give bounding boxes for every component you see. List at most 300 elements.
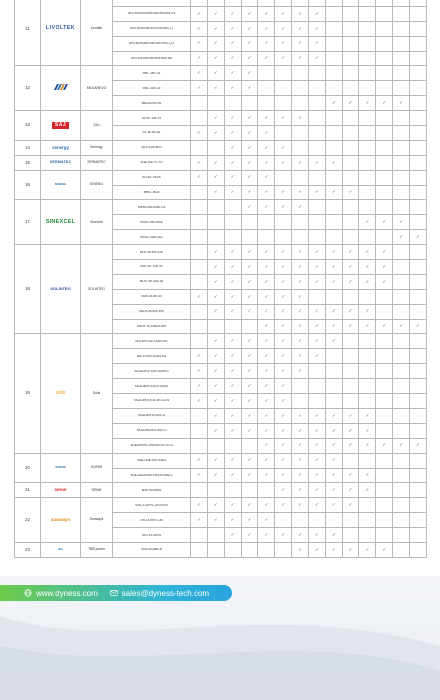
compat-cell [409,408,426,423]
compat-cell [409,260,426,275]
check-icon: ✓ [331,546,336,552]
check-icon: ✓ [264,263,269,269]
compat-cell [191,21,208,36]
compat-cell [241,230,258,245]
inverter-model: IESP 50-60kW [113,483,191,498]
compat-cell [191,230,208,245]
compat-cell [207,66,224,81]
compat-cell [342,126,359,141]
check-icon: ✓ [348,546,353,552]
compat-cell [191,423,208,438]
compat-cell [359,334,376,349]
check-icon: ✓ [264,338,269,344]
compat-cell [359,453,376,468]
check-icon: ✓ [281,278,285,284]
compat-cell [207,215,224,230]
inverter-model: S6-EH3P(5-10)K3-H(EU) [113,379,191,394]
table-row [15,66,427,81]
check-icon: ✓ [264,10,269,16]
compat-cell [207,394,224,409]
compat-cell [258,319,275,334]
compat-cell [241,96,258,111]
compat-cell [308,319,325,334]
compat-cell [275,230,292,245]
check-icon: ✓ [365,427,370,433]
compat-cell [376,155,393,170]
compat-cell [308,185,325,200]
check-icon: ✓ [314,442,319,448]
compat-cell [258,364,275,379]
check-icon: ✓ [230,338,235,344]
compat-cell [308,66,325,81]
check-icon: ✓ [314,457,319,463]
compat-cell [191,185,208,200]
check-icon: ✓ [298,204,302,210]
check-icon: ✓ [247,174,252,180]
compat-cell [409,304,426,319]
compat-cell [207,81,224,96]
brand-name: MEGAREVO [81,66,113,111]
compat-cell [393,379,410,394]
compat-cell [359,21,376,36]
compat-cell [224,260,241,275]
compat-cell [292,289,309,304]
compat-cell [275,140,292,155]
compat-cell [359,6,376,21]
compat-cell [359,155,376,170]
check-icon: ✓ [264,159,269,165]
compat-cell [207,51,224,66]
compat-cell [292,21,309,36]
email-text: sales@dyness-tech.com [121,588,210,598]
sunways-logo: sunways [50,516,71,522]
compat-cell [393,66,410,81]
compat-cell [292,66,309,81]
check-icon: ✓ [382,278,387,284]
compat-cell [191,542,208,557]
check-icon: ✓ [281,323,285,329]
compat-cell [409,185,426,200]
table-row [15,140,427,155]
compat-cell [258,200,275,215]
check-icon: ✓ [247,189,252,195]
compat-cell [292,81,309,96]
email-link[interactable] [110,589,209,598]
compat-cell [241,185,258,200]
compat-cell [393,200,410,215]
check-icon: ✓ [298,487,302,493]
compat-cell [308,453,325,468]
check-icon: ✓ [298,457,302,463]
sirne-logo: SIRNE [54,487,67,493]
compat-cell [207,170,224,185]
compat-cell [342,215,359,230]
check-icon: ✓ [230,308,235,314]
compat-cell [292,349,309,364]
compat-cell [359,364,376,379]
brand-logo-cell [41,483,81,498]
compat-cell [258,394,275,409]
compat-cell [191,304,208,319]
check-icon: ✓ [230,129,235,135]
check-icon: ✓ [399,442,403,448]
compat-cell [393,126,410,141]
check-icon: ✓ [264,323,269,329]
check-icon: ✓ [298,189,302,195]
check-icon: ✓ [314,323,319,329]
check-icon: ✓ [348,189,353,195]
compat-cell [275,6,292,21]
brand-logo-cell [41,111,81,141]
check-icon [231,0,235,1]
row-number: 14 [15,140,41,155]
compat-cell [308,140,325,155]
compat-cell [207,260,224,275]
check-icon: ✓ [314,472,319,478]
check-icon: ✓ [264,308,269,314]
compat-cell [393,528,410,543]
check-icon: ✓ [365,263,370,269]
compat-cell [342,21,359,36]
compat-cell [275,215,292,230]
compat-cell [409,334,426,349]
compat-cell [224,304,241,319]
check-icon: ✓ [298,308,302,314]
check-icon: ✓ [365,308,370,314]
check-icon: ✓ [213,382,218,388]
check-icon: ✓ [281,457,285,463]
brand-logo-cell [41,66,81,111]
website-link[interactable] [24,589,98,598]
check-icon: ✓ [314,278,319,284]
compat-cell [207,423,224,438]
compat-cell [191,528,208,543]
compat-cell [207,498,224,513]
compat-cell [376,200,393,215]
compat-cell [224,379,241,394]
check-icon: ✓ [264,442,269,448]
check-icon: ✓ [298,427,302,433]
compat-cell [258,274,275,289]
compat-cell [376,513,393,528]
compat-cell [393,36,410,51]
check-icon: ✓ [213,472,218,478]
compat-cell [191,260,208,275]
compat-cell [359,260,376,275]
check-icon: ✓ [281,502,285,508]
compat-cell [207,349,224,364]
check-icon: ✓ [213,248,218,254]
check-icon: ✓ [264,531,269,537]
compat-cell [359,513,376,528]
compat-cell [191,438,208,453]
sineng-logo: SINENG [54,182,67,187]
check-icon: ✓ [281,308,285,314]
check-icon: ✓ [331,472,336,478]
compat-cell [325,453,342,468]
compat-cell [308,394,325,409]
check-icon: ✓ [213,174,218,180]
brand-name: SERMATEC [81,155,113,170]
compat-cell [409,140,426,155]
compat-cell [308,513,325,528]
check-icon: ✓ [281,10,285,16]
check-icon: ✓ [197,174,201,180]
compat-cell [308,349,325,364]
compat-cell [393,111,410,126]
compat-cell [342,408,359,423]
compat-cell [241,260,258,275]
compat-cell [207,528,224,543]
check-icon: ✓ [298,412,302,418]
compat-cell [376,140,393,155]
compat-cell [359,111,376,126]
check-icon: ✓ [399,99,403,105]
compat-cell [308,289,325,304]
compat-cell [359,81,376,96]
check-icon: ✓ [314,248,319,254]
compat-cell [275,36,292,51]
brand-name: SOLINTEG [81,245,113,334]
compat-cell [224,230,241,245]
compat-cell [393,155,410,170]
check-icon: ✓ [416,442,420,448]
row-number: 21 [15,483,41,498]
check-icon: ✓ [247,516,252,522]
brand-name: SAJ [81,111,113,141]
compat-cell [359,498,376,513]
sinexcel-logo: SINEXCEL [45,218,76,225]
check-icon: ✓ [331,338,336,344]
compat-cell [342,334,359,349]
compat-cell [325,334,342,349]
compat-cell [191,6,208,21]
check-icon: ✓ [247,502,252,508]
brand-name: SOFAR [81,453,113,483]
check-icon: ✓ [348,323,353,329]
compat-cell [376,408,393,423]
compat-cell [325,408,342,423]
check-icon: ✓ [348,248,353,254]
compat-cell [409,170,426,185]
check-icon: ✓ [331,99,336,105]
check-icon: ✓ [298,159,302,165]
check-icon: ✓ [197,55,201,61]
check-icon: ✓ [314,40,319,46]
compat-cell [241,289,258,304]
table-row [15,155,427,170]
check-icon: ✓ [264,368,269,373]
check-icon: ✓ [281,487,285,493]
inverter-model: MEGAOOOTE [113,96,191,111]
check-icon: ✓ [281,397,285,403]
check-icon: ✓ [197,397,201,403]
compat-cell [258,304,275,319]
compat-cell [207,96,224,111]
table-row [15,245,427,260]
compat-cell [342,513,359,528]
compat-cell [409,81,426,96]
compat-cell [308,274,325,289]
inverter-model: MHT-25-50K-100 [113,245,191,260]
compat-cell [342,483,359,498]
check-icon: ✓ [230,70,235,76]
compat-cell [376,483,393,498]
check-icon: ✓ [281,427,285,433]
compat-cell [275,319,292,334]
brand-logo-cell [41,542,81,557]
compat-cell [292,408,309,423]
compat-cell [258,51,275,66]
check-icon: ✓ [213,189,218,195]
brand-logo-cell [41,200,81,245]
compat-cell [342,51,359,66]
check-icon: ✓ [213,70,218,76]
compat-cell [241,408,258,423]
compat-cell [191,200,208,215]
compat-cell [241,21,258,36]
compat-cell [342,81,359,96]
compat-cell [224,36,241,51]
check-icon: ✓ [213,338,218,344]
compat-cell [409,379,426,394]
compat-cell [207,364,224,379]
compat-cell [258,423,275,438]
compat-cell [393,81,410,96]
compat-cell [224,6,241,21]
compat-cell [376,542,393,557]
compat-cell [376,66,393,81]
brand-name: Sunways [81,498,113,543]
compat-cell [393,319,410,334]
check-icon: ✓ [298,40,302,46]
compat-cell [325,379,342,394]
compat-cell [191,468,208,483]
compat-cell [325,483,342,498]
check-icon: ✓ [264,427,269,433]
compat-cell [308,334,325,349]
check-icon [298,0,302,1]
check-icon: ✓ [365,248,370,254]
check-icon: ✓ [197,516,201,522]
compat-cell [224,349,241,364]
inverter-model: HP3-10K/12K/15K/20K/25K/30K-T3 [113,6,191,21]
inverter-model: S6-EH3P(29.9-50)K-H [113,423,191,438]
check-icon: ✓ [348,308,353,314]
compat-cell [258,36,275,51]
compat-cell [275,528,292,543]
check-icon: ✓ [213,353,218,359]
megarevo-mark-icon [54,84,68,90]
compat-cell [359,319,376,334]
compat-cell [342,185,359,200]
compat-cell [376,245,393,260]
check-icon: ✓ [230,10,235,16]
compat-cell [292,230,309,245]
check-icon: ✓ [197,129,201,135]
inverter-model: MHT-10K-20K-40 [113,274,191,289]
compat-cell [308,379,325,394]
compat-cell [258,453,275,468]
inverter-model: HP3-5K/6K/8K/10K/12K/15K(-L)-2 [113,36,191,51]
compat-cell [308,408,325,423]
compat-cell [275,245,292,260]
check-icon: ✓ [365,546,370,552]
compat-cell [258,245,275,260]
check-icon: ✓ [247,263,252,269]
compat-cell [409,542,426,557]
check-icon: ✓ [365,472,370,478]
check-icon: ✓ [416,233,420,239]
brand-logo-cell [41,498,81,543]
brand-logo-cell [41,140,81,155]
check-icon: ✓ [230,427,235,433]
compat-cell [224,245,241,260]
check-icon: ✓ [230,159,235,165]
table-row [15,334,427,349]
check-icon: ✓ [230,368,235,373]
check-icon: ✓ [298,531,302,537]
brand-logo-cell [41,334,81,453]
check-icon: ✓ [213,293,218,299]
compat-cell [409,453,426,468]
check-icon: ✓ [399,219,403,225]
compat-cell [359,542,376,557]
compat-cell [325,289,342,304]
check-icon: ✓ [348,442,353,448]
compat-cell [191,319,208,334]
check-icon: ✓ [365,219,370,225]
compat-cell [325,170,342,185]
check-icon: ✓ [314,412,319,418]
compat-cell [224,185,241,200]
check-icon: ✓ [314,546,319,552]
compat-cell [241,245,258,260]
compat-cell [224,111,241,126]
compat-cell [308,542,325,557]
check-icon: ✓ [247,70,252,76]
compat-cell [393,394,410,409]
check-icon: ✓ [213,85,218,91]
check-icon: ✓ [331,531,336,537]
compat-cell [409,66,426,81]
compat-cell [224,155,241,170]
compat-cell [258,140,275,155]
compat-cell [308,468,325,483]
compat-cell [325,349,342,364]
compat-cell [224,274,241,289]
check-icon: ✓ [281,40,285,46]
check-icon: ✓ [247,159,252,165]
check-icon: ✓ [314,353,319,359]
inverter-model: PWS1-134K(-EL) [113,230,191,245]
compat-cell [292,468,309,483]
compat-cell [393,21,410,36]
compat-cell [308,483,325,498]
website-text: www.dyness.com [36,588,98,598]
compat-cell [376,453,393,468]
compat-cell [275,200,292,215]
compat-cell [393,170,410,185]
compat-cell [325,81,342,96]
compat-cell [275,289,292,304]
inverter-model: SN-3D~6KH5 [113,170,191,185]
compat-cell [241,513,258,528]
check-icon: ✓ [247,248,252,254]
inverter-model: SHE-10K-TL-TH [113,155,191,170]
compat-cell [207,155,224,170]
compat-cell [207,140,224,155]
